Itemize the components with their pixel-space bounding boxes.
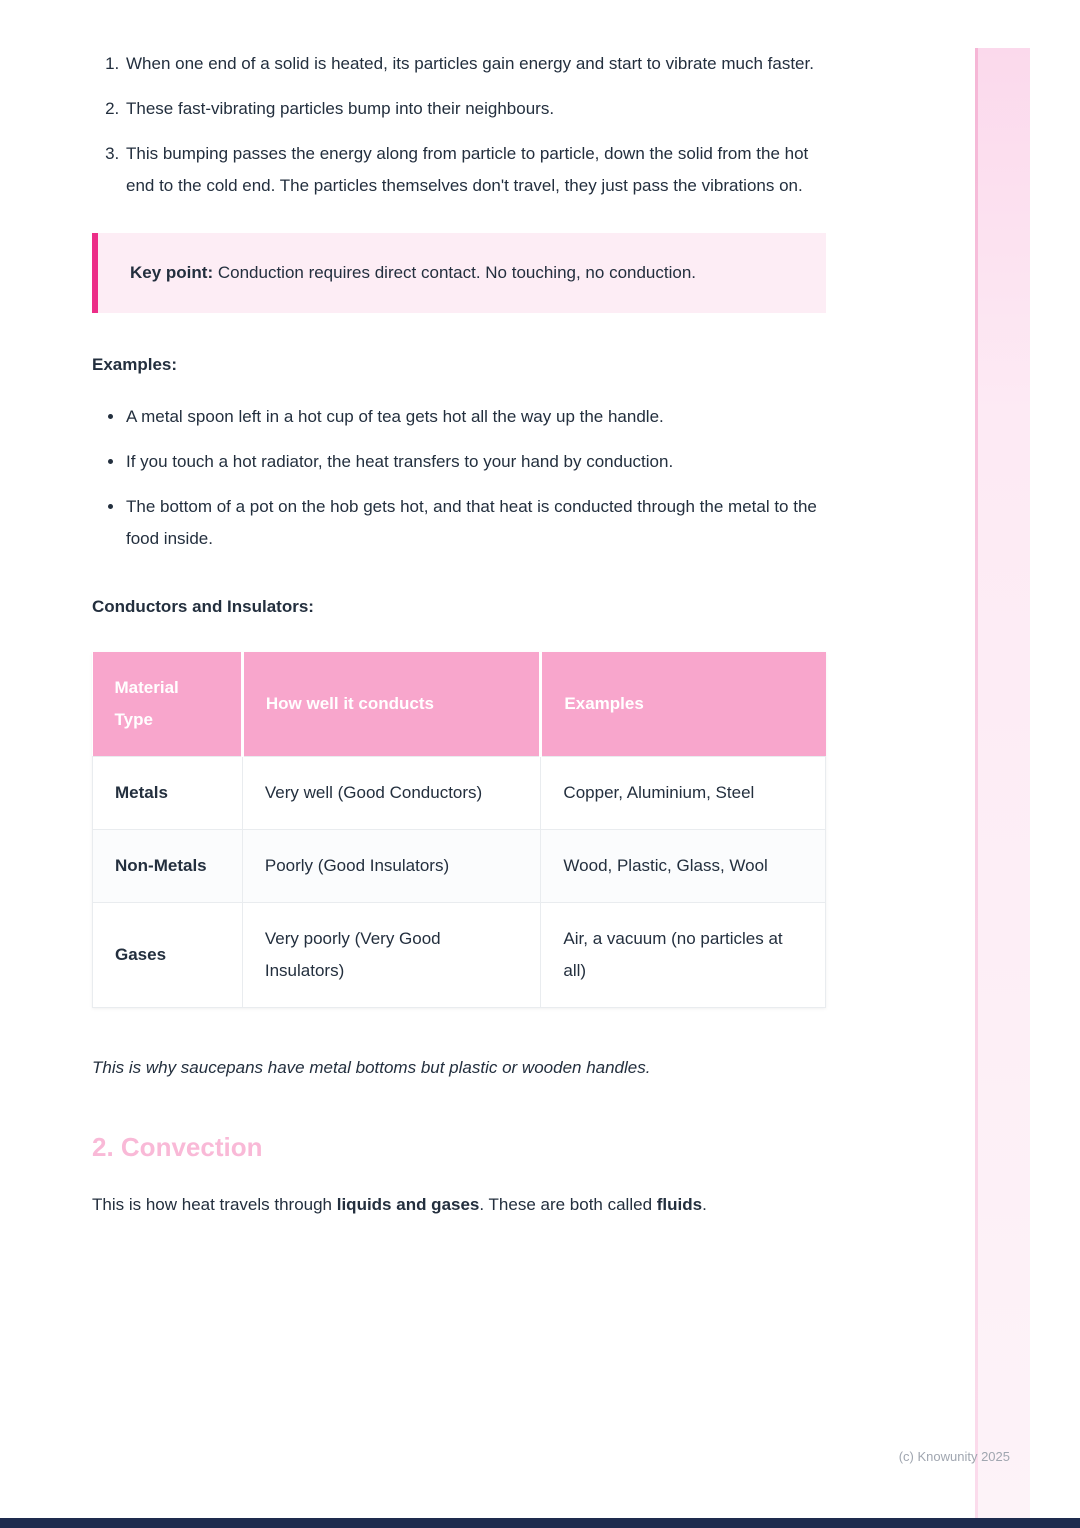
examples-heading: Examples:: [92, 355, 178, 374]
conductors-table-body: [93, 757, 826, 1008]
cell-conducts: Very well (Good Conductors): [242, 757, 541, 830]
examples-list: [92, 401, 826, 555]
key-point-paragraph: [130, 257, 792, 289]
intro-bold-liquids-gases: liquids and gases: [336, 1195, 480, 1214]
bottom-navy-bar: [0, 1518, 1080, 1528]
convection-section-heading: 2. Convection: [92, 1132, 263, 1162]
table-row-non-metals: [93, 830, 826, 903]
key-point-callout: [92, 233, 826, 313]
cell-conducts: Poorly (Good Insulators): [242, 830, 541, 903]
cell-examples: Air, a vacuum (no particles at all): [541, 903, 826, 1008]
intro-text-1: This is how heat travels through: [92, 1195, 337, 1214]
cell-material: Metals: [93, 757, 243, 830]
key-point-text: Conduction requires direct contact. No touching, no conduction.: [217, 263, 697, 282]
intro-text-2: . These are both called: [479, 1195, 657, 1214]
conductors-table: [92, 652, 826, 1008]
conductors-table-head: [93, 652, 826, 757]
table-row-gases: [93, 903, 826, 1008]
conductors-insulators-heading: Conductors and Insulators:: [92, 597, 314, 616]
table-header-row: [93, 652, 826, 757]
example-item-2: • If you touch a hot radiator, the heat transfers to your hand by conduction.: [125, 446, 826, 478]
example-item-1: • A metal spoon left in a hot cup of tea gets hot all the way up the handle.: [125, 401, 826, 433]
example-item-3: • The bottom of a pot on the hob gets hot, and that heat is conducted through the metal to the food inside.: [125, 491, 826, 555]
header-how-well-it-conducts: How well it conducts: [242, 652, 541, 757]
cell-examples: Copper, Aluminium, Steel: [541, 757, 826, 830]
cell-material: Non-Metals: [93, 830, 243, 903]
conduction-step-2: 2. These fast-vibrating particles bump into their neighbours.: [124, 93, 826, 125]
cell-material: Gases: [93, 903, 243, 1008]
conduction-step-3: 3. This bumping passes the energy along from particle to particle, down the solid from the hot end to the cold end. The particles themselves don't travel, they just pass the vibrations on.: [124, 138, 826, 202]
header-material-type: Material Type: [93, 652, 243, 757]
copyright-footer: (c) Knowunity 2025: [898, 1449, 1010, 1464]
key-point-label: Key point:: [130, 263, 214, 282]
conduction-steps-list: [92, 48, 826, 202]
intro-text-3: .: [702, 1195, 707, 1214]
conduction-step-1: 1. When one end of a solid is heated, its particles gain energy and start to vibrate much faster.: [124, 48, 826, 80]
cell-conducts: Very poorly (Very Good Insulators): [242, 903, 541, 1008]
table-row-metals: [93, 757, 826, 830]
header-examples: Examples: [541, 652, 826, 757]
convection-intro-paragraph: [92, 1188, 826, 1222]
intro-bold-fluids: fluids: [656, 1195, 703, 1214]
saucepan-note: This is why saucepans have metal bottoms but plastic or wooden handles.: [92, 1058, 651, 1077]
cell-examples: Wood, Plastic, Glass, Wool: [541, 830, 826, 903]
